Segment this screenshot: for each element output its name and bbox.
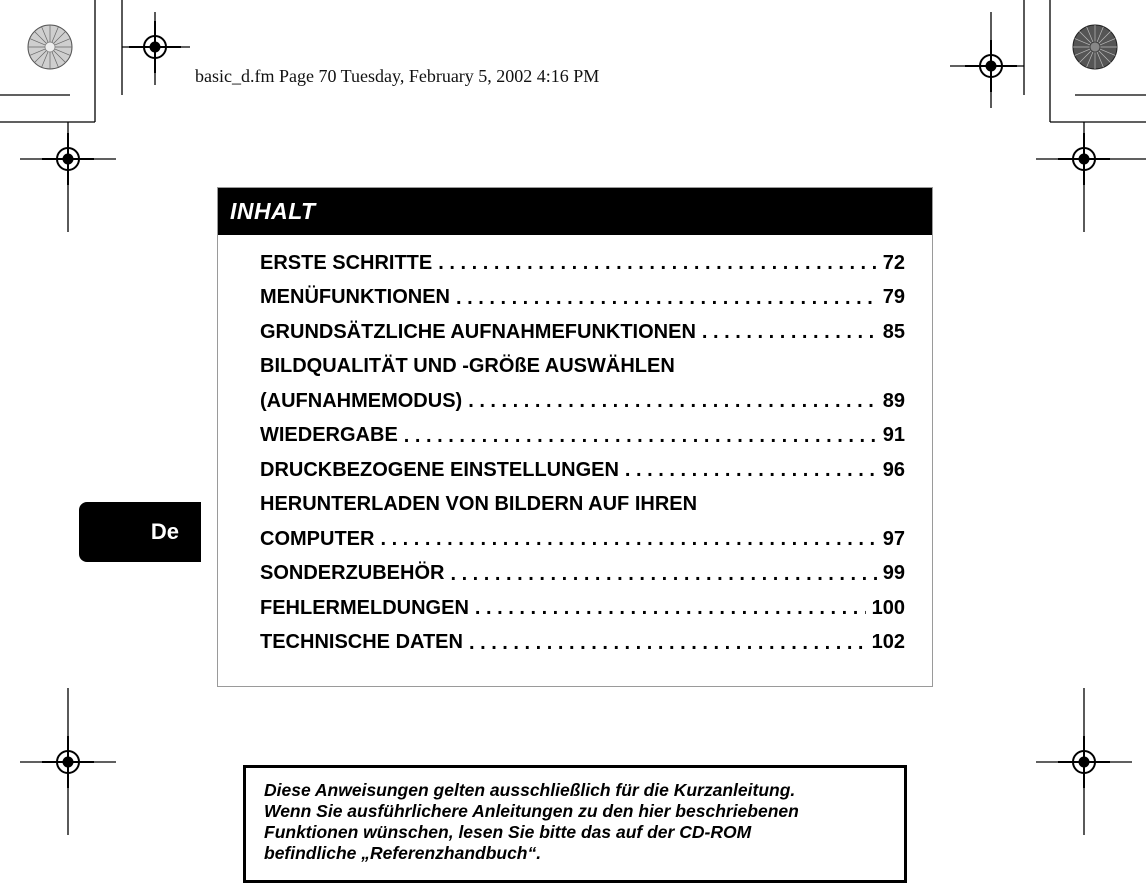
registration-mark-icon [1036, 122, 1146, 232]
toc-entry-page: 72 [882, 251, 905, 274]
toc-dot-leader [475, 596, 866, 620]
registration-mark-icon [950, 12, 1024, 108]
toc-entry-title: SONDERZUBEHÖR [260, 562, 445, 585]
note-box [243, 765, 907, 883]
toc-dot-leader [438, 251, 877, 275]
toc-dot-leader [404, 424, 877, 448]
toc-entry-title: TECHNISCHE DATEN [260, 631, 463, 654]
toc-entry[interactable] [260, 453, 905, 488]
toc-entry-title: HERUNTERLADEN VON BILDERN AUF IHREN [260, 493, 698, 516]
toc-dot-leader [469, 631, 866, 655]
note-line: Funktionen wünschen, lesen Sie bitte das auf der CD-ROM [264, 822, 752, 842]
toc-entry-title: BILDQUALITÄT UND -GRÖßE AUSWÄHLEN [260, 355, 675, 378]
toc-entry-page: 89 [882, 389, 905, 412]
toc-entry[interactable] [260, 281, 905, 316]
toc-dot-leader [450, 562, 876, 586]
toc-entry[interactable] [260, 350, 905, 385]
toc-list [260, 246, 905, 660]
toc-entry-page: 100 [871, 596, 905, 619]
toc-entry[interactable] [260, 488, 905, 523]
toc-entry-title: ERSTE SCHRITTE [260, 251, 433, 274]
toc-dot-leader [702, 320, 877, 344]
registration-mark-icon [1036, 688, 1132, 835]
toc-entry-title: DRUCKBEZOGENE EINSTELLUNGEN [260, 458, 619, 481]
toc-entry-page: 91 [882, 424, 905, 447]
toc-entry-page: 85 [882, 320, 905, 343]
toc-entry-title: (AUFNAHMEMODUS) [260, 389, 463, 412]
toc-entry-title: FEHLERMELDUNGEN [260, 596, 469, 619]
toc-entry-title: GRUNDSÄTZLICHE AUFNAHMEFUNKTIONEN [260, 320, 696, 343]
print-header: basic_d.fm Page 70 Tuesday, February 5, 2002 4:16 PM [195, 66, 600, 86]
toc-entry-title: WIEDERGABE [260, 424, 398, 447]
toc-entry[interactable] [260, 557, 905, 592]
toc-dot-leader [468, 389, 877, 413]
registration-mark-icon [20, 688, 116, 835]
table-of-contents [217, 187, 933, 687]
toc-heading: INHALT [218, 188, 932, 235]
registration-mark-icon [122, 12, 190, 85]
toc-entry-page: 99 [882, 562, 905, 585]
starburst-icon-left [28, 25, 72, 69]
toc-entry-page: 102 [871, 631, 905, 654]
toc-entry[interactable] [260, 522, 905, 557]
toc-dot-leader [625, 458, 877, 482]
language-tab: De [79, 502, 201, 562]
registration-mark-icon [20, 122, 116, 232]
toc-dot-leader [380, 527, 876, 551]
note-line: Wenn Sie ausführlichere Anleitungen zu den hier beschriebenen [264, 801, 799, 821]
toc-entry[interactable] [260, 246, 905, 281]
toc-entry[interactable] [260, 315, 905, 350]
toc-entry-page: 96 [882, 458, 905, 481]
toc-entry-title: MENÜFUNKTIONEN [260, 286, 450, 309]
note-line: Diese Anweisungen gelten ausschließlich für die Kurzanleitung. [264, 780, 796, 800]
toc-entry-title: COMPUTER [260, 527, 375, 550]
toc-entry[interactable] [260, 626, 905, 661]
toc-entry[interactable] [260, 591, 905, 626]
toc-entry-page: 79 [882, 286, 905, 309]
toc-entry[interactable] [260, 419, 905, 454]
starburst-icon-right [1073, 25, 1117, 69]
toc-dot-leader [456, 286, 877, 310]
note-line: befindliche „Referenzhandbuch“. [264, 843, 542, 863]
toc-entry[interactable] [260, 384, 905, 419]
toc-entry-page: 97 [882, 527, 905, 550]
